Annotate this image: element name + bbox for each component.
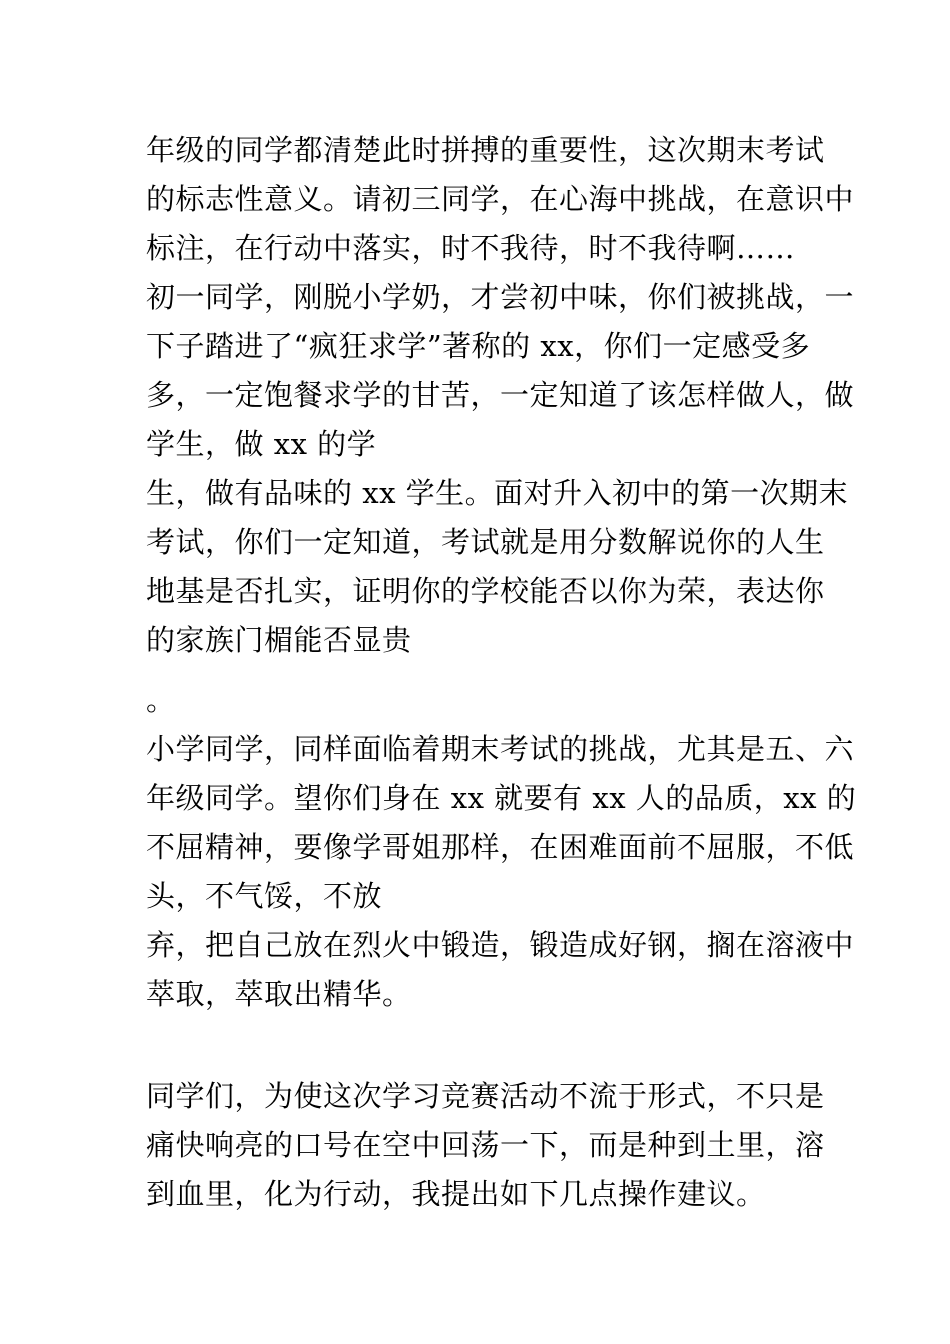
paragraph-block-3: [146, 1072, 825, 1219]
text-line: 年级的同学都清楚此时拼搏的重要性，这次期末考试: [146, 133, 825, 167]
text-line: 标注，在行动中落实，时不我待，时不我待啊……: [146, 231, 796, 265]
text-line: 小学同学，同样面临着期末考试的挑战，尤其是五、六: [146, 732, 855, 766]
text-line: 初一同学，刚脱小学奶，才尝初中味，你们被挑战，一: [146, 280, 855, 314]
text-line: 同学们，为使这次学习竞赛活动不流于形式，不只是: [146, 1079, 825, 1113]
text-line: 萃取，萃取出精华。: [146, 977, 412, 1011]
text-line: 弃，把自己放在烈火中锻造，锻造成好钢，搁在溶液中: [146, 928, 855, 962]
text-line: 不屈精神，要像学哥姐那样，在困难面前不屈服，不低: [146, 830, 855, 864]
text-line: 多，一定饱餐求学的甘苦，一定知道了该怎样做人，做: [146, 378, 855, 412]
text-line: 年级同学。望你们身在 xx 就要有 xx 人的品质，xx 的: [146, 781, 857, 815]
text-line: 考试，你们一定知道，考试就是用分数解说你的人生: [146, 525, 825, 559]
paragraph-block-2: [146, 676, 857, 1019]
paragraph-block-1: [146, 126, 855, 665]
text-line: 的家族门楣能否显贵: [146, 623, 412, 657]
text-line: 的标志性意义。请初三同学，在心海中挑战，在意识中: [146, 182, 855, 216]
text-line: 地基是否扎实，证明你的学校能否以你为荣，表达你: [146, 574, 825, 608]
text-line: 到血里，化为行动，我提出如下几点操作建议。: [146, 1177, 766, 1211]
text-line: 头，不气馁，不放: [146, 879, 383, 913]
text-line: 下子踏进了“疯狂求学”著称的 xx，你们一定感受多: [146, 329, 811, 363]
text-line: 痛快响亮的口号在空中回荡一下，而是种到土里，溶: [146, 1128, 825, 1162]
text-line: 学生，做 xx 的学: [146, 427, 377, 461]
text-line: 。: [146, 683, 176, 717]
text-line: 生，做有品味的 xx 学生。面对升入初中的第一次期末: [146, 476, 849, 510]
